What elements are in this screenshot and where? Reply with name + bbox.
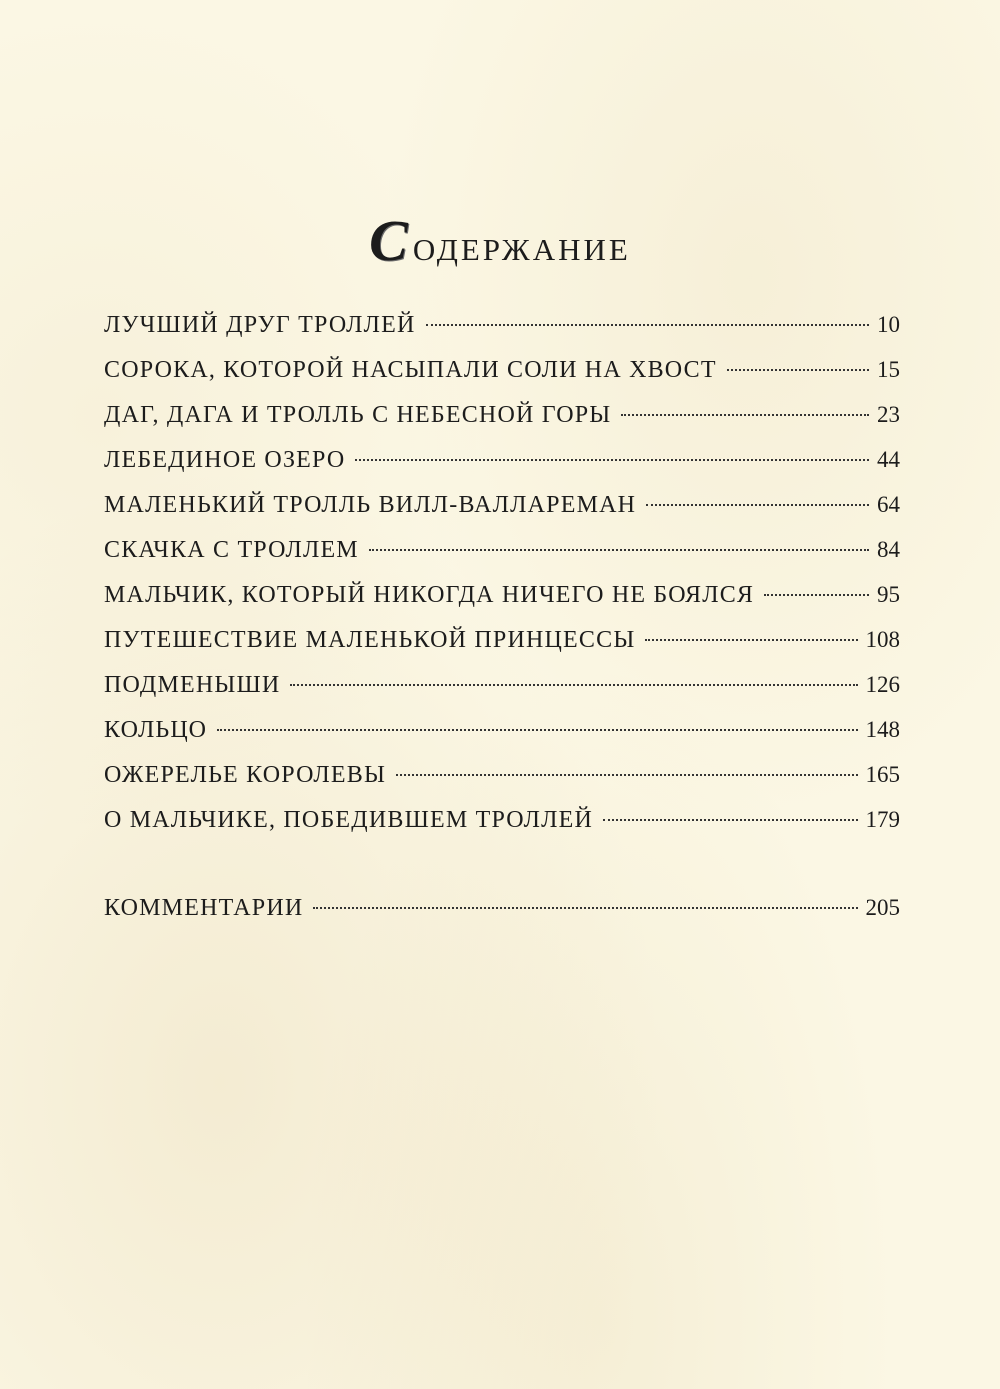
toc-entry-page: 148	[865, 717, 900, 742]
toc-entry-page: 15	[877, 357, 900, 382]
toc-entry[interactable]	[104, 672, 900, 717]
toc-entry-page: 23	[877, 402, 900, 427]
toc-entry-title: О МАЛЬЧИКЕ, ПОБЕДИВШЕМ ТРОЛЛЕЙ	[104, 807, 593, 833]
toc-entry[interactable]	[104, 717, 900, 762]
table-of-contents	[104, 312, 900, 940]
toc-entry-page: 10	[877, 312, 900, 337]
toc-entry-title: СОРОКА, КОТОРОЙ НАСЫПАЛИ СОЛИ НА ХВОСТ	[104, 357, 717, 383]
toc-entry-title: ПОДМЕНЫШИ	[104, 672, 281, 698]
toc-entry[interactable]	[104, 807, 900, 852]
toc-entry-page: 205	[865, 895, 900, 920]
dot-leader	[621, 414, 869, 416]
toc-entry-title: МАЛЬЧИК, КОТОРЫЙ НИКОГДА НИЧЕГО НЕ БОЯЛСЯ	[104, 582, 755, 608]
dot-leader	[396, 774, 857, 776]
toc-entry-title: ОЖЕРЕЛЬЕ КОРОЛЕВЫ	[104, 762, 387, 788]
toc-entry-appendix[interactable]	[104, 895, 900, 940]
dot-leader	[764, 594, 869, 596]
dot-leader	[426, 324, 869, 326]
toc-entry-page: 95	[877, 582, 900, 607]
toc-entry-title: СКАЧКА С ТРОЛЛЕМ	[104, 537, 359, 563]
toc-entry[interactable]	[104, 582, 900, 627]
toc-entry-title: ЛУЧШИЙ ДРУГ ТРОЛЛЕЙ	[104, 312, 416, 338]
toc-entry[interactable]	[104, 312, 900, 357]
title-text: одержание	[412, 221, 631, 270]
dot-leader	[727, 369, 869, 371]
toc-entry[interactable]	[104, 447, 900, 492]
page-title	[0, 206, 1000, 281]
toc-entry[interactable]	[104, 357, 900, 402]
toc-entry-title: ДАГ, ДАГА И ТРОЛЛЬ С НЕБЕСНОЙ ГОРЫ	[104, 402, 612, 428]
toc-entry[interactable]	[104, 537, 900, 582]
toc-entry-title: ПУТЕШЕСТВИЕ МАЛЕНЬКОЙ ПРИНЦЕССЫ	[104, 627, 636, 653]
toc-entry-title: МАЛЕНЬКИЙ ТРОЛЛЬ ВИЛЛ-ВАЛЛАРЕМАН	[104, 492, 637, 518]
toc-entry-page: 84	[877, 537, 900, 562]
section-spacer	[104, 852, 900, 895]
decorative-initial: С	[369, 208, 411, 273]
dot-leader	[355, 459, 869, 461]
dot-leader	[646, 504, 869, 506]
toc-entry-title: КОММЕНТАРИИ	[104, 895, 304, 921]
dot-leader	[290, 684, 857, 686]
toc-entry-title: КОЛЬЦО	[104, 717, 208, 743]
toc-entry[interactable]	[104, 492, 900, 537]
toc-entry[interactable]	[104, 402, 900, 447]
toc-entry-page: 64	[877, 492, 900, 517]
toc-entry-page: 44	[877, 447, 900, 472]
toc-entry-page: 126	[865, 672, 900, 697]
toc-entry-title: ЛЕБЕДИНОЕ ОЗЕРО	[104, 447, 346, 473]
dot-leader	[645, 639, 857, 641]
dot-leader	[603, 819, 858, 821]
dot-leader	[217, 729, 857, 731]
toc-entry[interactable]	[104, 627, 900, 672]
dot-leader	[313, 907, 857, 909]
toc-entry-page: 165	[865, 762, 900, 787]
dot-leader	[369, 549, 869, 551]
toc-entry-page: 108	[865, 627, 900, 652]
toc-entry[interactable]	[104, 762, 900, 807]
toc-entry-page: 179	[865, 807, 900, 832]
